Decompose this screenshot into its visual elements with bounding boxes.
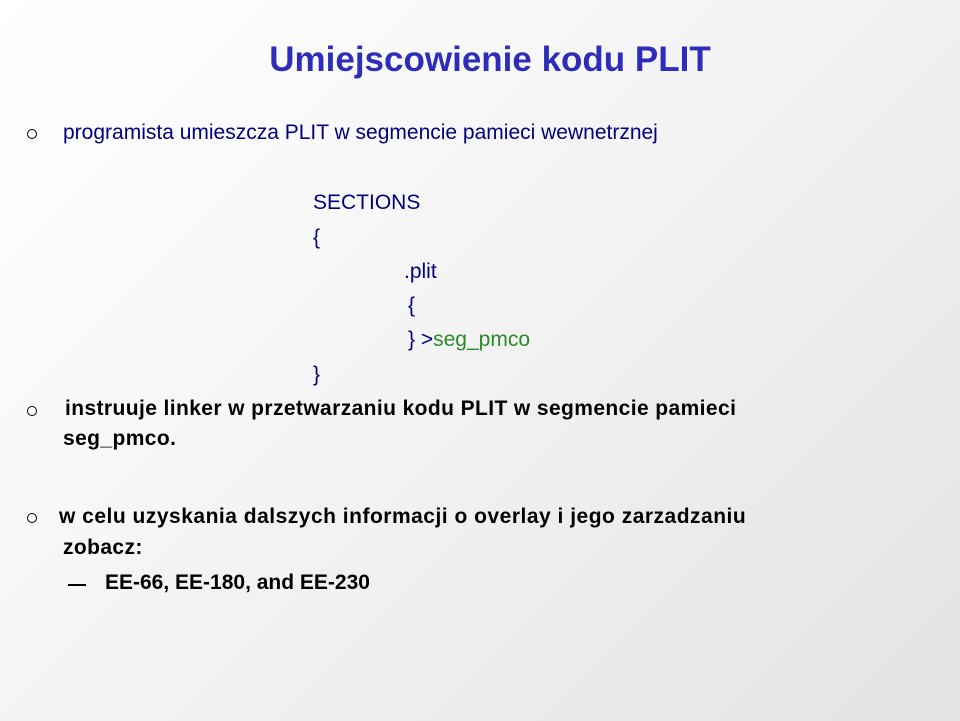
code-sections: SECTIONS: [313, 191, 421, 214]
bullet-text-3-line1: w celu uzyskania dalszych informacji o overlay i jego zarzadzaniu: [59, 505, 747, 528]
bullet-text-2-line2: seg_pmco.: [63, 427, 177, 450]
code-segment-name: seg_pmco: [433, 328, 531, 351]
code-plit: .plit: [404, 260, 437, 283]
code-open-brace: {: [313, 226, 321, 249]
code-close-brace: }: [313, 363, 321, 386]
code-plit-open-brace: {: [408, 294, 416, 317]
code-close-arrow: } >: [408, 328, 434, 351]
bullet-icon: [27, 129, 37, 139]
bullet-icon: [27, 513, 37, 523]
bullet-text-1: programista umieszcza PLIT w segmencie pamieci wewnetrznej: [63, 121, 658, 144]
bullet-text-2-line1: instruuje linker w przetwarzaniu kodu PLIT w segmencie pamieci: [65, 397, 737, 420]
code-plit-close: [408, 328, 530, 352]
dash-icon: [68, 584, 86, 586]
slide-title: Umiejscowienie kodu PLIT: [269, 40, 711, 79]
bullet-icon: [27, 406, 37, 416]
sub-item-text: EE-66, EE-180, and EE-230: [105, 571, 370, 594]
bullet-text-3-line2: zobacz:: [63, 536, 143, 559]
